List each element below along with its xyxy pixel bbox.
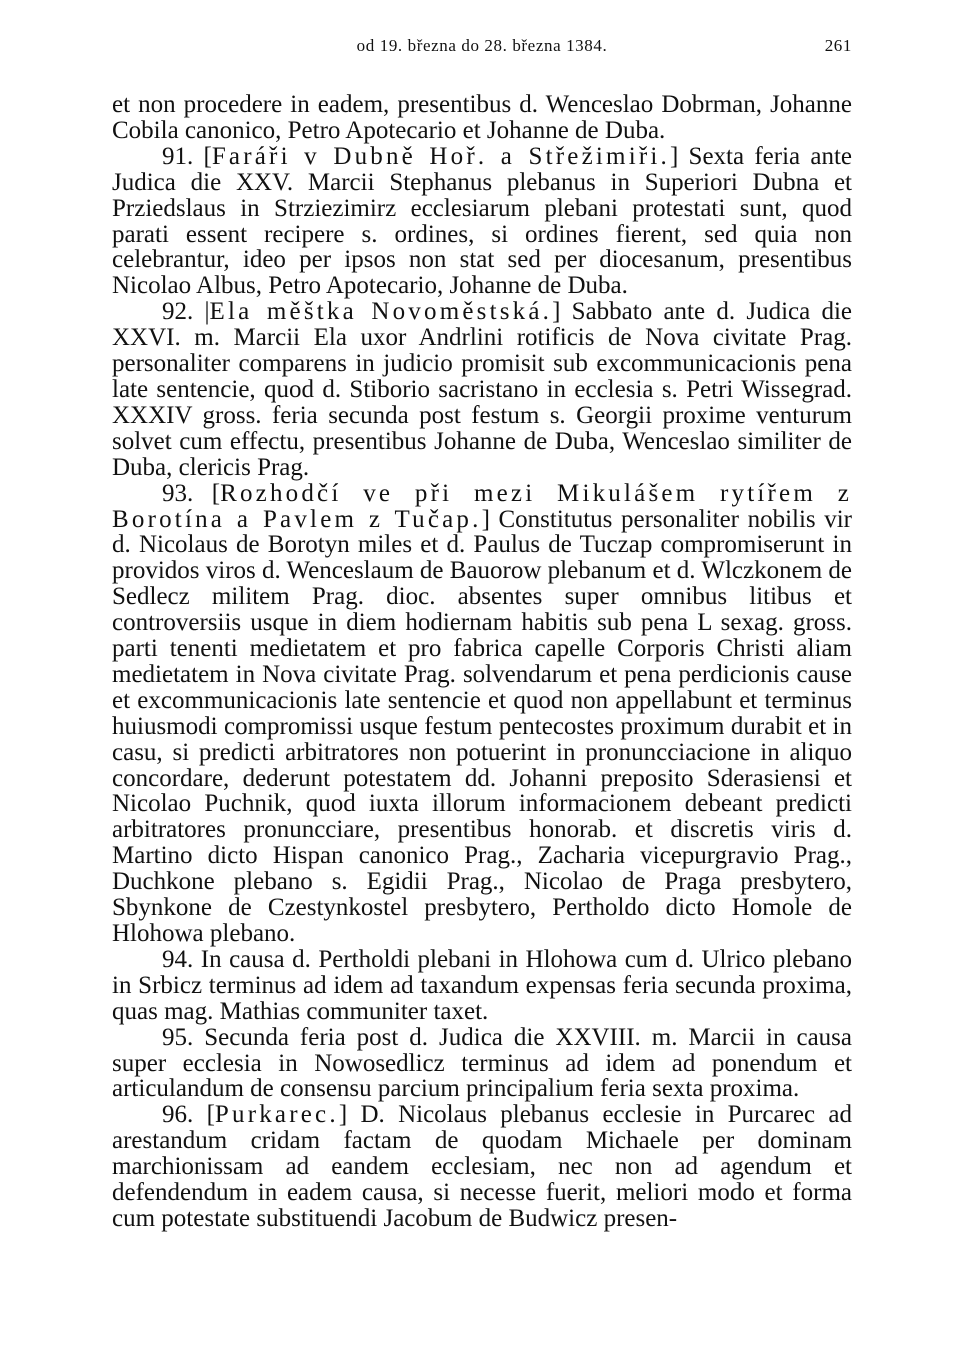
page-number: 261 (824, 36, 852, 55)
entry-number: 96. [ (162, 1101, 215, 1129)
entry-text: 95. Secunda feria post d. Judica die XXVIII. m. Marcii in causa super ecclesia in Nowosedlicz terminus ad idem ad ponendum et articulandum de consensu parcium principalium feria sexta proxima. (112, 1023, 852, 1103)
entry-96 (112, 1102, 852, 1232)
entry-94 (112, 947, 852, 1025)
entry-text: ] Sabbato ante d. Judica die XXVI. m. Marcii Ela uxor Andrlini rotificis de Nova civitate Prag. personaliter comparens in judicio promisit sub excommunicacionis pena late sentencie, quod d. Stiborio sacristano in ecclesia s. Petri Wissegrad. XXXIV gross. feria secunda post festum s. Georgii proxime venturum solvet cum effectu, presentibus Johanne de Duba, Wenceslao similiter de Duba, clericis Prag. (112, 298, 852, 481)
page-header (112, 34, 852, 62)
entry-heading: Purkarec. (214, 1101, 339, 1129)
running-head: od 19. března do 28. března 1384. (356, 36, 608, 55)
entry-number: 91. [ (162, 142, 212, 170)
entry-text: ] Constitutus personaliter nobilis vir d. Nicolaus de Borotyn miles et d. Paulus de Tuczap compromiserunt in providos viros d. Wenceslaum de Bauorow plebanum et d. Wlczkonem de Sedlecz militem Prag. dioc. absentes super omnibus litibus et controversiis usque in diem hodiernam habitis sub pena L sexag. gross. parti tenenti medietatem et pro fabrica capelle Corporis Christi aliam medietatem in Nova civitate Prag. solvendarum et pena perdicionis cause et excommunicacionis late sentencie et quod non appellabunt et terminus huiusmodi compromissi usque festum pentecostes proximum durabit et in casu, si predicti arbitratores non potuerint in pronuncciacione in aliquo concordare, dederunt potestatem dd. Johanni preposito Sderasiensi et Nicolao Puchnik, quod iuxta illorum informacionem debeant predicti arbitratores pronuncciare, presentibus honorab. et discretis viris d. Martino dicto Hispan canonico Prag., Zacharia vicepurgravio Prag., Duchkone plebano s. Egidii Prag., Nicolao de Praga presbytero, Sbynkone de Czestynkostel presbytero, Pertholdo dicto Homole de Hlohowa plebano. (112, 505, 852, 947)
paragraph-text: et non procedere in eadem, presentibus d. Wenceslao Dobrman, Johanne Cobila canonico, Petro Apotecario et Johanne de Duba. (112, 91, 852, 144)
body-text (112, 92, 852, 1232)
entry-95 (112, 1025, 852, 1103)
entry-91 (112, 144, 852, 299)
entry-93 (112, 481, 852, 947)
entry-92 (112, 299, 852, 480)
entry-number: 93. [ (162, 479, 221, 507)
entry-heading: Ela měštka Novoměstská. (209, 298, 553, 326)
entry-text: ] Sexta feria ante Judica die XXV. Marcii Stephanus plebanus in Superiori Dubna et Prziedslaus in Strziezimirz ecclesiarum plebani protestati sunt, quod parati essent recipere s. ordines, si ordines fierent, sed quia non celebrantur, ideo per ipsos non stat sed per diocesanum, presentibus Nicolao Albus, Petro Apotecario, Johanne de Duba. (112, 142, 853, 300)
entry-number: 92. | (162, 298, 210, 326)
entry-text: ] D. Nicolaus plebanus ecclesie in Purcarec ad arestandum cridam factam de quodam Michaele per dominam marchionissam ad eandem ecclesiam, nec non ad agendum et defendendum in eadem causa, si necesse fuerit, meliori modo et forma cum potestate substituendi Jacobum de Budwicz presen- (112, 1101, 853, 1232)
entry-heading: Rozhodčí ve při mezi Mikulášem rytířem z Borotína a Pavlem z Tučap. (112, 479, 852, 533)
entry-heading: Faráři v Dubně Hoř. a Střežimiři. (211, 142, 670, 170)
entry-text: 94. In causa d. Pertholdi plebani in Hlohowa cum d. Ulrico plebano in Srbicz terminus ad idem ad taxandum expensas feria secunda proxima, quas mag. Mathias communiter taxet. (112, 945, 852, 1025)
paragraph (112, 92, 852, 144)
